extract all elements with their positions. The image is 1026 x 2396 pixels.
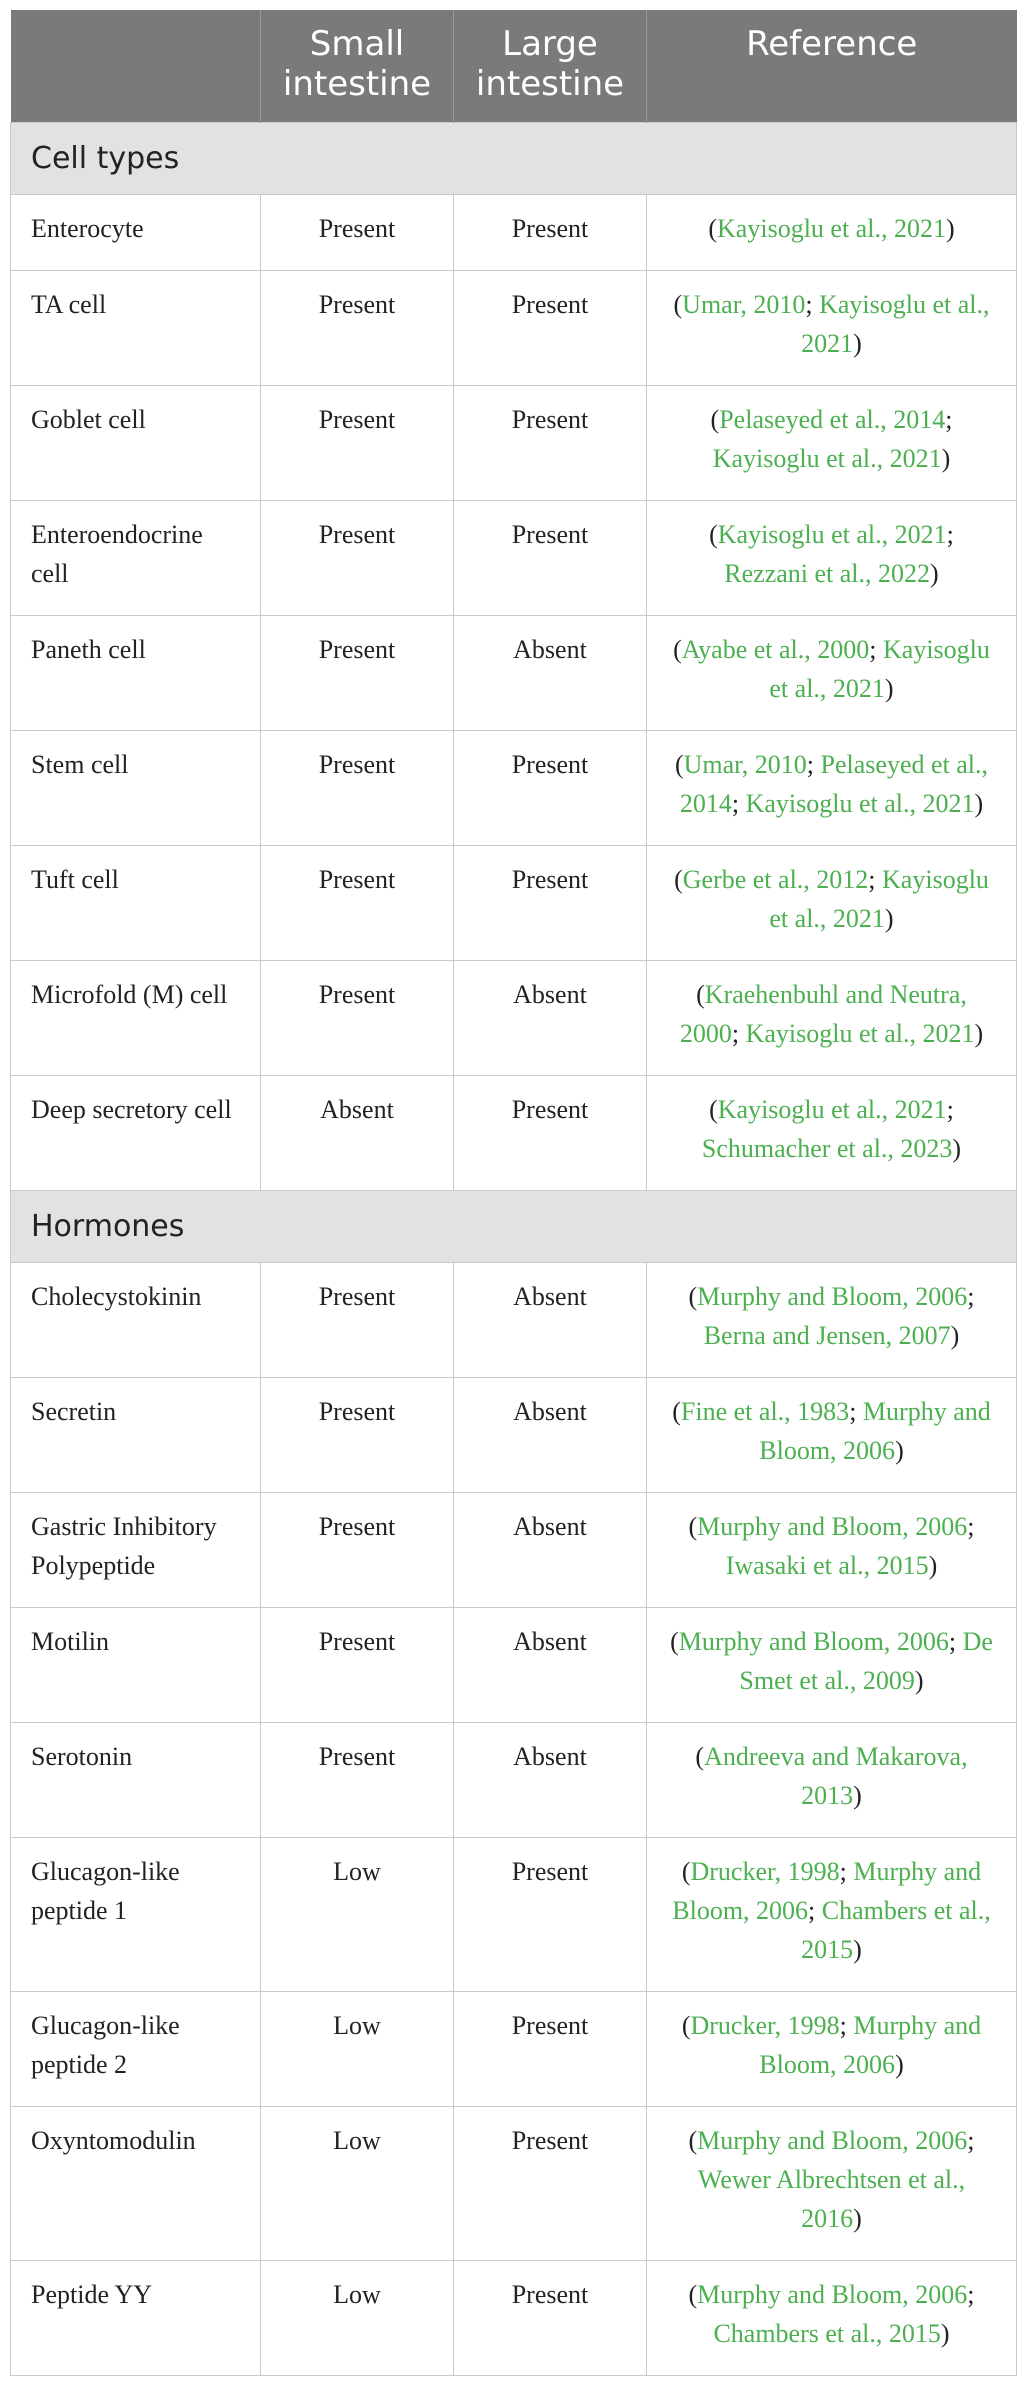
- citation-link[interactable]: Chambers et al., 2015: [713, 2319, 941, 2348]
- reference-cell: [647, 386, 1017, 501]
- table-row: [11, 1076, 1017, 1191]
- open-paren: (: [673, 290, 683, 319]
- citation-link[interactable]: Murphy and Bloom, 2006: [759, 1397, 991, 1465]
- ref-separator: ;: [967, 2126, 975, 2155]
- table-row: [11, 1263, 1017, 1378]
- citation-link[interactable]: Pelaseyed et al., 2014: [679, 750, 989, 818]
- close-paren: ): [895, 2050, 904, 2079]
- citation-link[interactable]: Murphy and Bloom, 2006: [697, 1282, 968, 1311]
- close-paren: ): [884, 674, 894, 703]
- ref-separator: ;: [731, 1019, 746, 1048]
- large-intestine-value: Absent: [454, 1723, 647, 1838]
- table-row: [11, 386, 1017, 501]
- close-paren: ): [853, 2204, 862, 2233]
- reference-cell: [647, 271, 1017, 386]
- row-label: Motilin: [11, 1608, 261, 1723]
- citation-link[interactable]: Iwasaki et al., 2015: [725, 1551, 929, 1580]
- table-header: [11, 10, 1017, 123]
- close-paren: ): [853, 1935, 862, 1964]
- reference-cell: [647, 1263, 1017, 1378]
- large-intestine-value: Present: [454, 501, 647, 616]
- large-intestine-value: Present: [454, 386, 647, 501]
- open-paren: (: [688, 2126, 698, 2155]
- large-intestine-value: Absent: [454, 1378, 647, 1493]
- row-label: Serotonin: [11, 1723, 261, 1838]
- close-paren: ): [930, 559, 939, 588]
- reference-cell: [647, 1076, 1017, 1191]
- open-paren: (: [710, 405, 720, 434]
- section-title: Cell types: [11, 123, 1017, 195]
- small-intestine-value: Present: [261, 846, 454, 961]
- ref-separator: ;: [868, 865, 883, 894]
- small-intestine-value: Present: [261, 271, 454, 386]
- row-label: TA cell: [11, 271, 261, 386]
- table-row: [11, 1608, 1017, 1723]
- open-paren: (: [709, 520, 718, 549]
- citation-link[interactable]: Drucker, 1998: [690, 2011, 840, 2040]
- reference-cell: [647, 1608, 1017, 1723]
- reference-cell: [647, 501, 1017, 616]
- close-paren: ): [950, 1321, 960, 1350]
- large-intestine-value: Present: [454, 2261, 647, 2376]
- citation-link[interactable]: Murphy and Bloom, 2006: [678, 1627, 949, 1656]
- row-label: Enterocyte: [11, 195, 261, 271]
- ref-separator: ;: [806, 750, 821, 779]
- header-row: [11, 10, 1017, 123]
- ref-separator: ;: [805, 290, 820, 319]
- open-paren: (: [709, 1095, 718, 1124]
- citation-link[interactable]: De Smet et al., 2009: [739, 1627, 993, 1695]
- row-label: Stem cell: [11, 731, 261, 846]
- citation-link[interactable]: Drucker, 1998: [690, 1857, 840, 1886]
- open-paren: (: [708, 214, 718, 243]
- citation-link[interactable]: Kraehenbuhl and Neutra, 2000: [679, 980, 967, 1048]
- close-paren: ): [941, 444, 951, 473]
- row-label: Goblet cell: [11, 386, 261, 501]
- open-paren: (: [688, 2280, 698, 2309]
- open-paren: (: [674, 865, 683, 894]
- citation-link[interactable]: Schumacher et al., 2023: [701, 1134, 953, 1163]
- ref-separator: ;: [731, 789, 746, 818]
- citation-link[interactable]: Kayisoglu et al., 2021: [712, 444, 942, 473]
- large-intestine-value: Present: [454, 1992, 647, 2107]
- small-intestine-value: Present: [261, 195, 454, 271]
- open-paren: (: [670, 1627, 679, 1656]
- row-label: Gastric Inhibitory Polypeptide: [11, 1493, 261, 1608]
- ref-separator: ;: [967, 1512, 975, 1541]
- close-paren: ): [974, 789, 984, 818]
- citation-link[interactable]: Rezzani et al., 2022: [724, 559, 931, 588]
- reference-cell: [647, 2107, 1017, 2261]
- large-intestine-value: Absent: [454, 961, 647, 1076]
- table-row: [11, 1992, 1017, 2107]
- close-paren: ): [914, 1666, 924, 1695]
- section-row: [11, 1191, 1017, 1263]
- header-small-intestine: Small intestine: [261, 10, 454, 123]
- reference-cell: [647, 2261, 1017, 2376]
- open-paren: (: [688, 1512, 698, 1541]
- citation-link[interactable]: Berna and Jensen, 2007: [703, 1321, 951, 1350]
- open-paren: (: [681, 1857, 691, 1886]
- intestine-comparison-table: [10, 10, 1017, 2376]
- large-intestine-value: Present: [454, 271, 647, 386]
- reference-cell: [647, 1992, 1017, 2107]
- row-label: Glucagon-like peptide 2: [11, 1992, 261, 2107]
- table-row: [11, 846, 1017, 961]
- close-paren: ): [895, 1436, 904, 1465]
- open-paren: (: [695, 1742, 705, 1771]
- table-row: [11, 961, 1017, 1076]
- ref-separator: ;: [945, 405, 953, 434]
- open-paren: (: [688, 1282, 698, 1311]
- table-row: [11, 1723, 1017, 1838]
- section-row: [11, 123, 1017, 195]
- section-title: Hormones: [11, 1191, 1017, 1263]
- ref-separator: ;: [948, 1627, 963, 1656]
- table-row: [11, 731, 1017, 846]
- close-paren: ): [853, 1781, 862, 1810]
- citation-link[interactable]: Kayisoglu et al., 2021: [717, 520, 947, 549]
- citation-link[interactable]: Murphy and Bloom, 2006: [697, 2126, 968, 2155]
- citation-link[interactable]: Kayisoglu et al., 2021: [769, 865, 989, 933]
- table-row: [11, 1838, 1017, 1992]
- citation-link[interactable]: Wewer Albrechtsen et al., 2016: [697, 2165, 966, 2233]
- citation-link[interactable]: Ayabe et al., 2000: [681, 635, 870, 664]
- reference-cell: [647, 846, 1017, 961]
- reference-cell: [647, 961, 1017, 1076]
- small-intestine-value: Present: [261, 386, 454, 501]
- reference-cell: [647, 1378, 1017, 1493]
- citation-link[interactable]: Kayisoglu et al., 2021: [717, 214, 946, 243]
- row-label: Secretin: [11, 1378, 261, 1493]
- citation-link[interactable]: Pelaseyed et al., 2014: [719, 405, 946, 434]
- citation-link[interactable]: Umar, 2010: [683, 750, 807, 779]
- row-label: Deep secretory cell: [11, 1076, 261, 1191]
- small-intestine-value: Low: [261, 1992, 454, 2107]
- close-paren: ): [945, 214, 955, 243]
- small-intestine-value: Present: [261, 501, 454, 616]
- citation-link[interactable]: Kayisoglu et al., 2021: [717, 1095, 947, 1124]
- large-intestine-value: Present: [454, 1076, 647, 1191]
- small-intestine-value: Present: [261, 1723, 454, 1838]
- large-intestine-value: Present: [454, 1838, 647, 1992]
- row-label: Paneth cell: [11, 616, 261, 731]
- small-intestine-value: Present: [261, 731, 454, 846]
- close-paren: ): [974, 1019, 984, 1048]
- table-row: [11, 1378, 1017, 1493]
- table-body: [11, 123, 1017, 2376]
- table-row: [11, 271, 1017, 386]
- row-label: Tuft cell: [11, 846, 261, 961]
- open-paren: (: [672, 1397, 681, 1426]
- ref-separator: ;: [946, 520, 954, 549]
- citation-link[interactable]: Andreeva and Makarova, 2013: [704, 1742, 968, 1810]
- header-reference: Reference: [647, 10, 1017, 123]
- close-paren: ): [928, 1551, 938, 1580]
- row-label: Microfold (M) cell: [11, 961, 261, 1076]
- table-row: [11, 2107, 1017, 2261]
- citation-link[interactable]: Kayisoglu et al., 2021: [769, 635, 990, 703]
- row-label: Enteroendocrine cell: [11, 501, 261, 616]
- small-intestine-value: Low: [261, 1838, 454, 1992]
- small-intestine-value: Present: [261, 1493, 454, 1608]
- large-intestine-value: Present: [454, 846, 647, 961]
- citation-link[interactable]: Murphy and Bloom, 2006: [759, 2011, 982, 2079]
- small-intestine-value: Low: [261, 2261, 454, 2376]
- citation-link[interactable]: Murphy and Bloom, 2006: [697, 1512, 968, 1541]
- ref-separator: ;: [849, 1397, 863, 1426]
- open-paren: (: [673, 635, 682, 664]
- large-intestine-value: Absent: [454, 616, 647, 731]
- ref-separator: ;: [808, 1896, 822, 1925]
- small-intestine-value: Absent: [261, 1076, 454, 1191]
- close-paren: ): [952, 1134, 962, 1163]
- close-paren: ): [884, 904, 894, 933]
- row-label: Oxyntomodulin: [11, 2107, 261, 2261]
- open-paren: (: [696, 980, 705, 1009]
- table-container: [10, 10, 1016, 2376]
- table-row: [11, 2261, 1017, 2376]
- citation-link[interactable]: Kayisoglu et al., 2021: [801, 290, 990, 358]
- citation-link[interactable]: Murphy and Bloom, 2006: [672, 1857, 982, 1925]
- citation-link[interactable]: Fine et al., 1983: [680, 1397, 850, 1426]
- row-label: Glucagon-like peptide 1: [11, 1838, 261, 1992]
- citation-link[interactable]: Chambers et al., 2015: [801, 1896, 991, 1964]
- reference-cell: [647, 616, 1017, 731]
- small-intestine-value: Low: [261, 2107, 454, 2261]
- small-intestine-value: Present: [261, 961, 454, 1076]
- large-intestine-value: Absent: [454, 1608, 647, 1723]
- table-row: [11, 501, 1017, 616]
- reference-cell: [647, 195, 1017, 271]
- reference-cell: [647, 1493, 1017, 1608]
- row-label: Cholecystokinin: [11, 1263, 261, 1378]
- small-intestine-value: Present: [261, 1378, 454, 1493]
- ref-separator: ;: [946, 1095, 954, 1124]
- citation-link[interactable]: Umar, 2010: [682, 290, 806, 319]
- close-paren: ): [940, 2319, 950, 2348]
- ref-separator: ;: [839, 2011, 854, 2040]
- header-large-intestine: Large intestine: [454, 10, 647, 123]
- open-paren: (: [681, 2011, 691, 2040]
- close-paren: ): [853, 329, 862, 358]
- large-intestine-value: Absent: [454, 1493, 647, 1608]
- open-paren: (: [674, 750, 684, 779]
- small-intestine-value: Present: [261, 1263, 454, 1378]
- table-row: [11, 195, 1017, 271]
- header-blank: [11, 10, 261, 123]
- small-intestine-value: Present: [261, 1608, 454, 1723]
- ref-separator: ;: [967, 1282, 975, 1311]
- citation-link[interactable]: Gerbe et al., 2012: [682, 865, 869, 894]
- citation-link[interactable]: Kayisoglu et al., 2021: [745, 789, 975, 818]
- ref-separator: ;: [839, 1857, 854, 1886]
- table-row: [11, 616, 1017, 731]
- ref-separator: ;: [967, 2280, 975, 2309]
- reference-cell: [647, 1723, 1017, 1838]
- citation-link[interactable]: Kayisoglu et al., 2021: [745, 1019, 975, 1048]
- reference-cell: [647, 1838, 1017, 1992]
- reference-cell: [647, 731, 1017, 846]
- large-intestine-value: Present: [454, 195, 647, 271]
- large-intestine-value: Present: [454, 2107, 647, 2261]
- table-row: [11, 1493, 1017, 1608]
- row-label: Peptide YY: [11, 2261, 261, 2376]
- small-intestine-value: Present: [261, 616, 454, 731]
- large-intestine-value: Absent: [454, 1263, 647, 1378]
- large-intestine-value: Present: [454, 731, 647, 846]
- ref-separator: ;: [869, 635, 883, 664]
- citation-link[interactable]: Murphy and Bloom, 2006: [697, 2280, 968, 2309]
